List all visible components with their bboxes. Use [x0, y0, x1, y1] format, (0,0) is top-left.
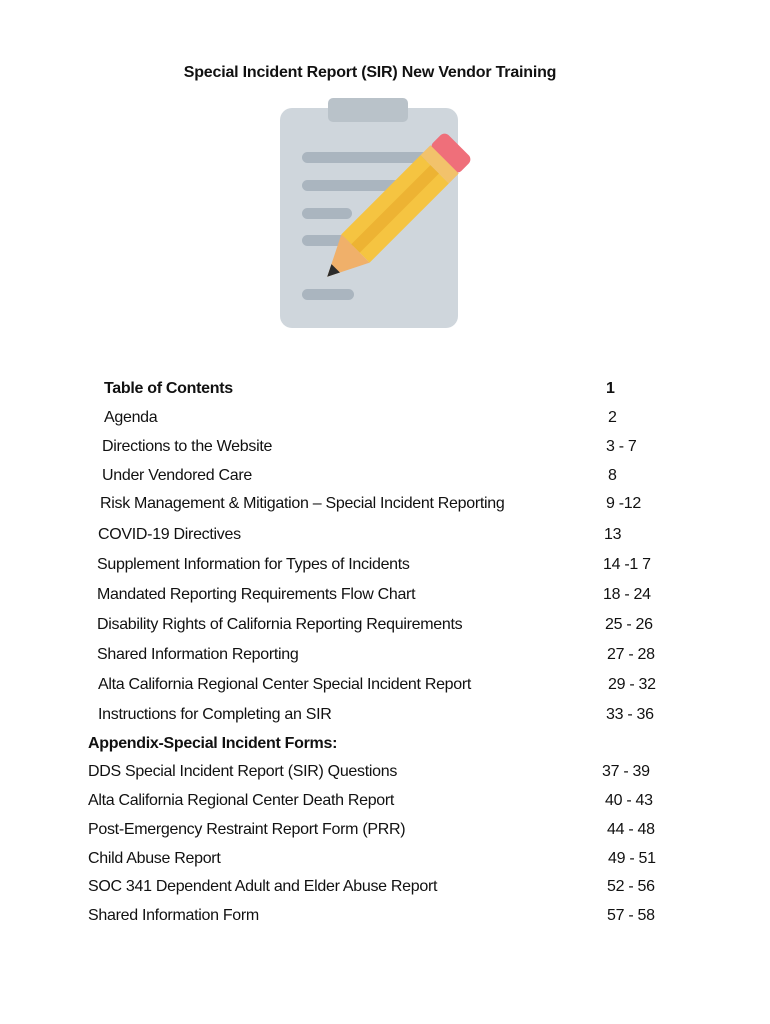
toc-pages: 27 - 28: [607, 646, 655, 663]
toc-label: Under Vendored Care: [102, 467, 252, 484]
appendix-label: DDS Special Incident Report (SIR) Questions: [88, 763, 398, 780]
appendix-label: Shared Information Form: [88, 907, 259, 924]
appendix-heading-text: Appendix-Special Incident Forms:: [88, 735, 338, 752]
toc-label: Mandated Reporting Requirements Flow Chart: [97, 586, 416, 603]
toc-pages: 9 -12: [606, 495, 641, 512]
toc-label: Table of Contents: [104, 380, 233, 397]
appendix-label: SOC 341 Dependent Adult and Elder Abuse Report: [88, 878, 438, 895]
appendix-pages: 52 - 56: [607, 878, 655, 895]
document-title: Special Incident Report (SIR) New Vendor Training: [183, 64, 557, 81]
appendix-label: Post-Emergency Restraint Report Form (PRR): [88, 821, 406, 838]
toc-pages: 14 -1 7: [603, 556, 651, 573]
toc-pages: 2: [608, 409, 617, 426]
toc-label: Alta California Regional Center Special Incident Report: [98, 676, 472, 693]
toc-label: Disability Rights of California Reporting Requirements: [97, 616, 463, 633]
toc-pages: 33 - 36: [606, 706, 654, 723]
appendix-pages: 40 - 43: [605, 792, 653, 809]
appendix-label: Alta California Regional Center Death Report: [88, 792, 395, 809]
appendix-pages: 37 - 39: [602, 763, 650, 780]
appendix-pages: 57 - 58: [607, 907, 655, 924]
toc-label: Agenda: [104, 409, 158, 426]
toc-label: Directions to the Website: [102, 438, 273, 455]
toc-pages: 13: [604, 526, 622, 543]
toc-label: Supplement Information for Types of Incidents: [97, 556, 410, 573]
toc-pages: 3 - 7: [606, 438, 637, 455]
toc-pages: 8: [608, 467, 617, 484]
appendix-pages: 49 - 51: [608, 850, 656, 867]
toc-pages: 1: [606, 380, 615, 397]
clipboard-clip: [328, 98, 408, 122]
toc-label: COVID-19 Directives: [98, 526, 241, 543]
clipboard-with-pencil-icon: [268, 92, 508, 342]
toc-pages: 18 - 24: [603, 586, 651, 603]
appendix-pages: 44 - 48: [607, 821, 655, 838]
toc-pages: 25 - 26: [605, 616, 653, 633]
appendix-label: Child Abuse Report: [88, 850, 221, 867]
toc-label: Instructions for Completing an SIR: [98, 706, 332, 723]
toc-pages: 29 - 32: [608, 676, 656, 693]
toc-label: Risk Management & Mitigation – Special Incident Reporting: [100, 495, 505, 512]
toc-label: Shared Information Reporting: [97, 646, 299, 663]
